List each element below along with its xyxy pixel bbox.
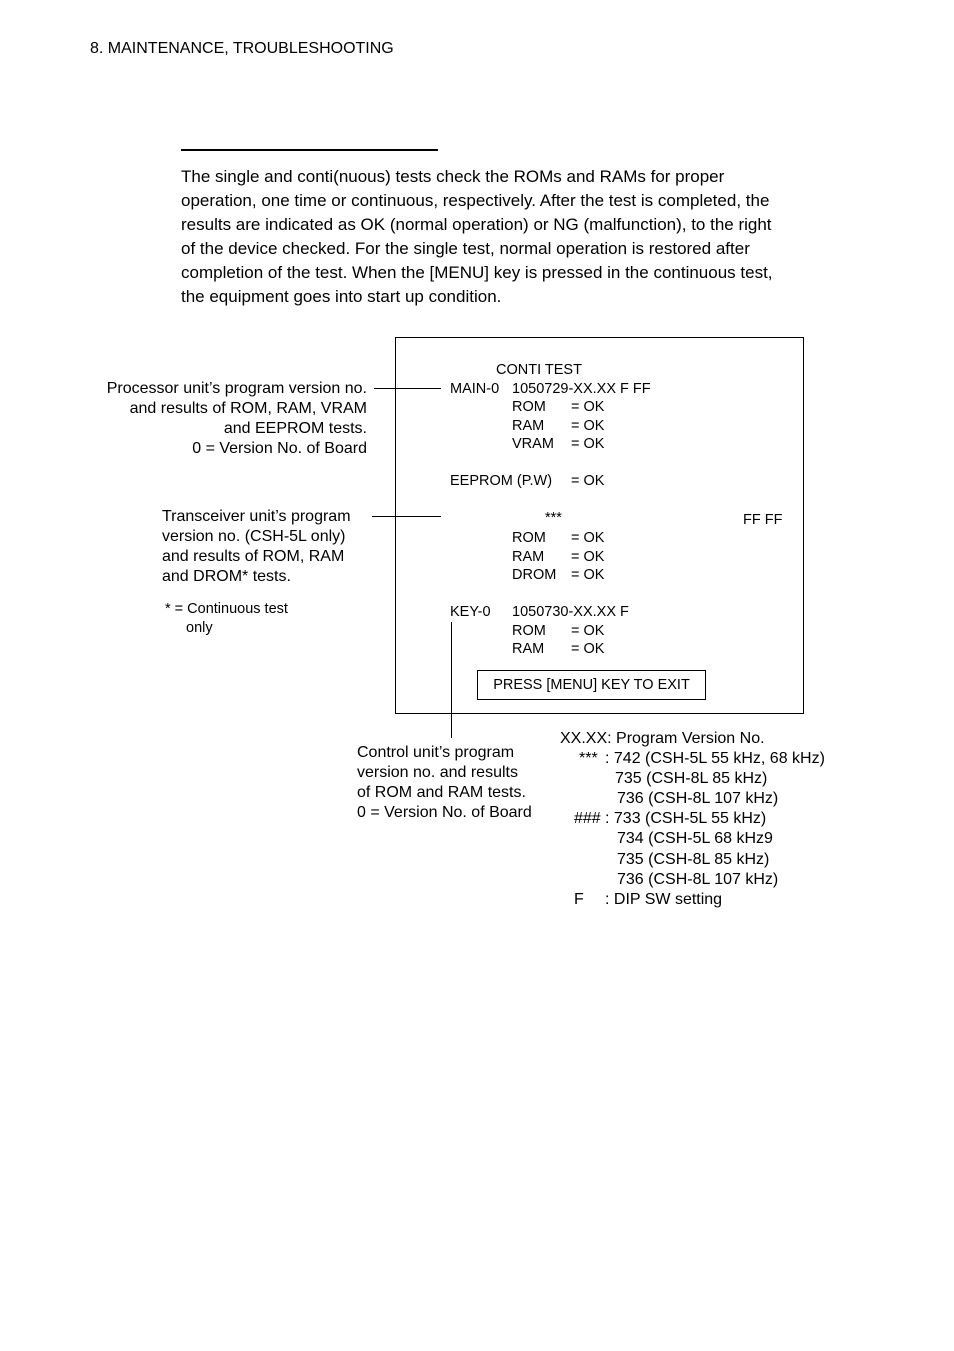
processor-annotation <box>107 379 367 459</box>
key-rom-label: ROM <box>512 623 546 639</box>
trx-rom-result: = OK <box>571 530 605 546</box>
footnote-line: * = Continuous test <box>165 601 288 617</box>
legend-xx: XX.XX: Program Version No. <box>560 730 765 747</box>
trx-rom-label: ROM <box>512 530 546 546</box>
section-header: 8. MAINTENANCE, TROUBLESHOOTING <box>90 40 394 57</box>
intro-line: the equipment goes into start up condition. <box>181 287 502 306</box>
annotation-line: 0 = Version No. of Board <box>192 440 367 457</box>
legend-stars-key: *** <box>579 750 598 767</box>
intro-line: The single and conti(nuous) tests check the ROMs and RAMs for proper <box>181 167 725 186</box>
trx-drom-label: DROM <box>512 567 557 583</box>
screen-title: CONTI TEST <box>496 362 582 378</box>
key-ram-label: RAM <box>512 641 545 657</box>
annotation-line: 0 = Version No. of Board <box>357 804 532 821</box>
intro-paragraph <box>181 165 841 309</box>
legend-stars-line: : 742 (CSH-5L 55 kHz, 68 kHz) <box>605 750 825 767</box>
main-label: MAIN-0 <box>450 381 500 397</box>
annotation-line: version no. (CSH-5L only) <box>162 528 346 545</box>
intro-line: completion of the test. When the [MENU] key is pressed in the continuous test, <box>181 263 773 282</box>
intro-line: operation, one time or continuous, respectively. After the test is completed, the <box>181 191 770 210</box>
processor-leader-line <box>374 388 441 389</box>
trx-ff: FF FF <box>743 512 783 528</box>
key-rom-result: = OK <box>571 623 605 639</box>
legend-hash-line: 735 (CSH-8L 85 kHz) <box>617 851 770 868</box>
main-rom-label: ROM <box>512 399 546 415</box>
exit-prompt-box: PRESS [MENU] KEY TO EXIT <box>477 670 706 700</box>
key-ram-result: = OK <box>571 641 605 657</box>
main-rom-result: = OK <box>571 399 605 415</box>
trx-ram-label: RAM <box>512 549 545 565</box>
trx-ram-result: = OK <box>571 549 605 565</box>
eeprom-result: = OK <box>571 473 605 489</box>
trx-drom-result: = OK <box>571 567 605 583</box>
legend-hash-key: ### <box>574 810 601 827</box>
key-label: KEY-0 <box>450 604 491 620</box>
legend-hash-line: 734 (CSH-5L 68 kHz9 <box>617 830 773 847</box>
control-leader-line <box>451 622 452 738</box>
annotation-line: and results of ROM, RAM <box>162 548 345 565</box>
legend-f-key: F <box>574 891 584 908</box>
key-version: 1050730-XX.XX F <box>512 604 629 620</box>
main-vram-label: VRAM <box>512 436 554 452</box>
trx-version-stars: *** <box>545 510 562 526</box>
main-ram-result: = OK <box>571 418 605 434</box>
annotation-line: and EEPROM tests. <box>223 420 367 437</box>
legend-stars-line: 736 (CSH-8L 107 kHz) <box>617 790 779 807</box>
annotation-line: and results of ROM, RAM, VRAM <box>129 400 367 417</box>
footnote <box>165 600 288 638</box>
annotation-line: of ROM and RAM tests. <box>357 784 526 801</box>
annotation-line: and DROM* tests. <box>162 568 291 585</box>
annotation-line: Control unit’s program <box>357 744 515 761</box>
main-version: 1050729-XX.XX F FF <box>512 381 651 397</box>
annotation-line: Transceiver unit’s program <box>162 508 351 525</box>
transceiver-annotation <box>162 507 351 587</box>
legend-f-line: : DIP SW setting <box>605 891 723 908</box>
legend-stars-line: 735 (CSH-8L 85 kHz) <box>615 770 768 787</box>
intro-line: of the device checked. For the single test, normal operation is restored after <box>181 239 750 258</box>
annotation-line: Processor unit’s program version no. <box>106 380 367 397</box>
annotation-line: version no. and results <box>357 764 518 781</box>
transceiver-leader-line <box>372 516 441 517</box>
main-vram-result: = OK <box>571 436 605 452</box>
intro-line: results are indicated as OK (normal operation) or NG (malfunction), to the right <box>181 215 772 234</box>
eeprom-label: EEPROM (P.W) <box>450 473 553 489</box>
footnote-line: only <box>186 620 213 636</box>
heading-rule <box>181 149 438 151</box>
main-ram-label: RAM <box>512 418 545 434</box>
legend-hash-line: : 733 (CSH-5L 55 kHz) <box>605 810 767 827</box>
legend-hash-line: 736 (CSH-8L 107 kHz) <box>617 871 779 888</box>
control-annotation <box>357 743 532 823</box>
